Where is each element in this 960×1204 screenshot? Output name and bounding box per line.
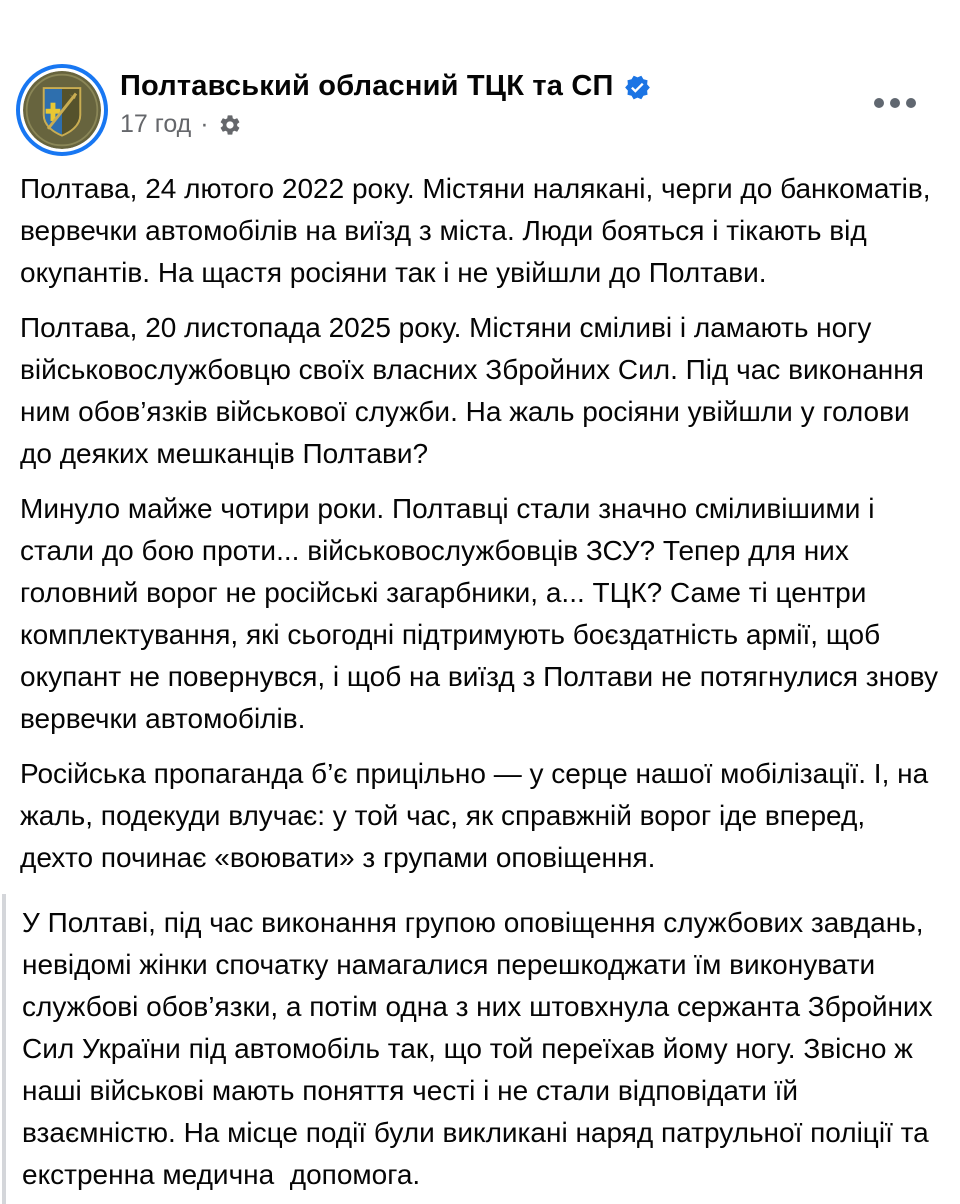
- post-quote-block: У Полтаві, під час виконання групою оповіщення службових завдань, невідомі жінки спочатку намагалися перешкоджати їм виконувати службові обов’язки, а потім одна з них штовхнула сержанта Збройних Сил України під автомобіль так, що той переїхав йому ногу. Звісно ж наші військові мають поняття честі і не стали відповідати їй взаємністю. На місце події були викликані наряд патрульної поліції та екстренна медична допомога.: [2, 894, 940, 1204]
- post-body: [0, 168, 960, 1204]
- gear-icon: [218, 113, 242, 137]
- avatar[interactable]: [16, 64, 108, 156]
- post-header: [0, 0, 960, 156]
- verified-badge-icon: [624, 74, 651, 101]
- page-name-link[interactable]: Полтавський обласний ТЦК та СП: [120, 70, 614, 102]
- post-paragraph-2: Полтава, 20 листопада 2025 року. Містяни сміливі і ламають ногу військовослужбовцю своїх власних Збройних Сил. Під час виконання ним обов’язків військової служби. На жаль росіяни увійшли у голови до деяких мешканців Полтави?: [20, 312, 932, 469]
- post-paragraph-4: Російська пропаганда б’є прицільно — у серце нашої мобілізації. І, на жаль, подекуди влучає: у той час, як справжній ворог іде вперед, дехто починає «воювати» з групами оповіщення.: [20, 758, 936, 873]
- timestamp-link[interactable]: 17 год: [120, 110, 192, 139]
- post-paragraph-3: Минуло майже чотири роки. Полтавці стали значно сміливішими і стали до бою проти... військовослужбовців ЗСУ? Тепер для них головний ворог не російські загарбники, а... ТЦК? Саме ті центри комплектування, які сьогодні підтримують боєздатність армії, щоб окупант не повернувся, і щоб на виїзд з Полтави не потягнулися знову вервечки автомобілів.: [20, 493, 946, 734]
- post-paragraph-1: Полтава, 24 лютого 2022 року. Містяни налякані, черги до банкоматів, вервечки автомобілів на виїзд з міста. Люди бояться і тікають від окупантів. На щастя росіяни так і не увійшли до Полтави.: [20, 173, 939, 288]
- more-options-button[interactable]: [870, 94, 920, 112]
- meta-separator: ·: [200, 110, 209, 139]
- unit-emblem-shield-logo: [23, 71, 101, 149]
- header-text: [120, 64, 651, 137]
- three-dots-menu-icon: [874, 98, 884, 108]
- post-meta: [120, 112, 651, 137]
